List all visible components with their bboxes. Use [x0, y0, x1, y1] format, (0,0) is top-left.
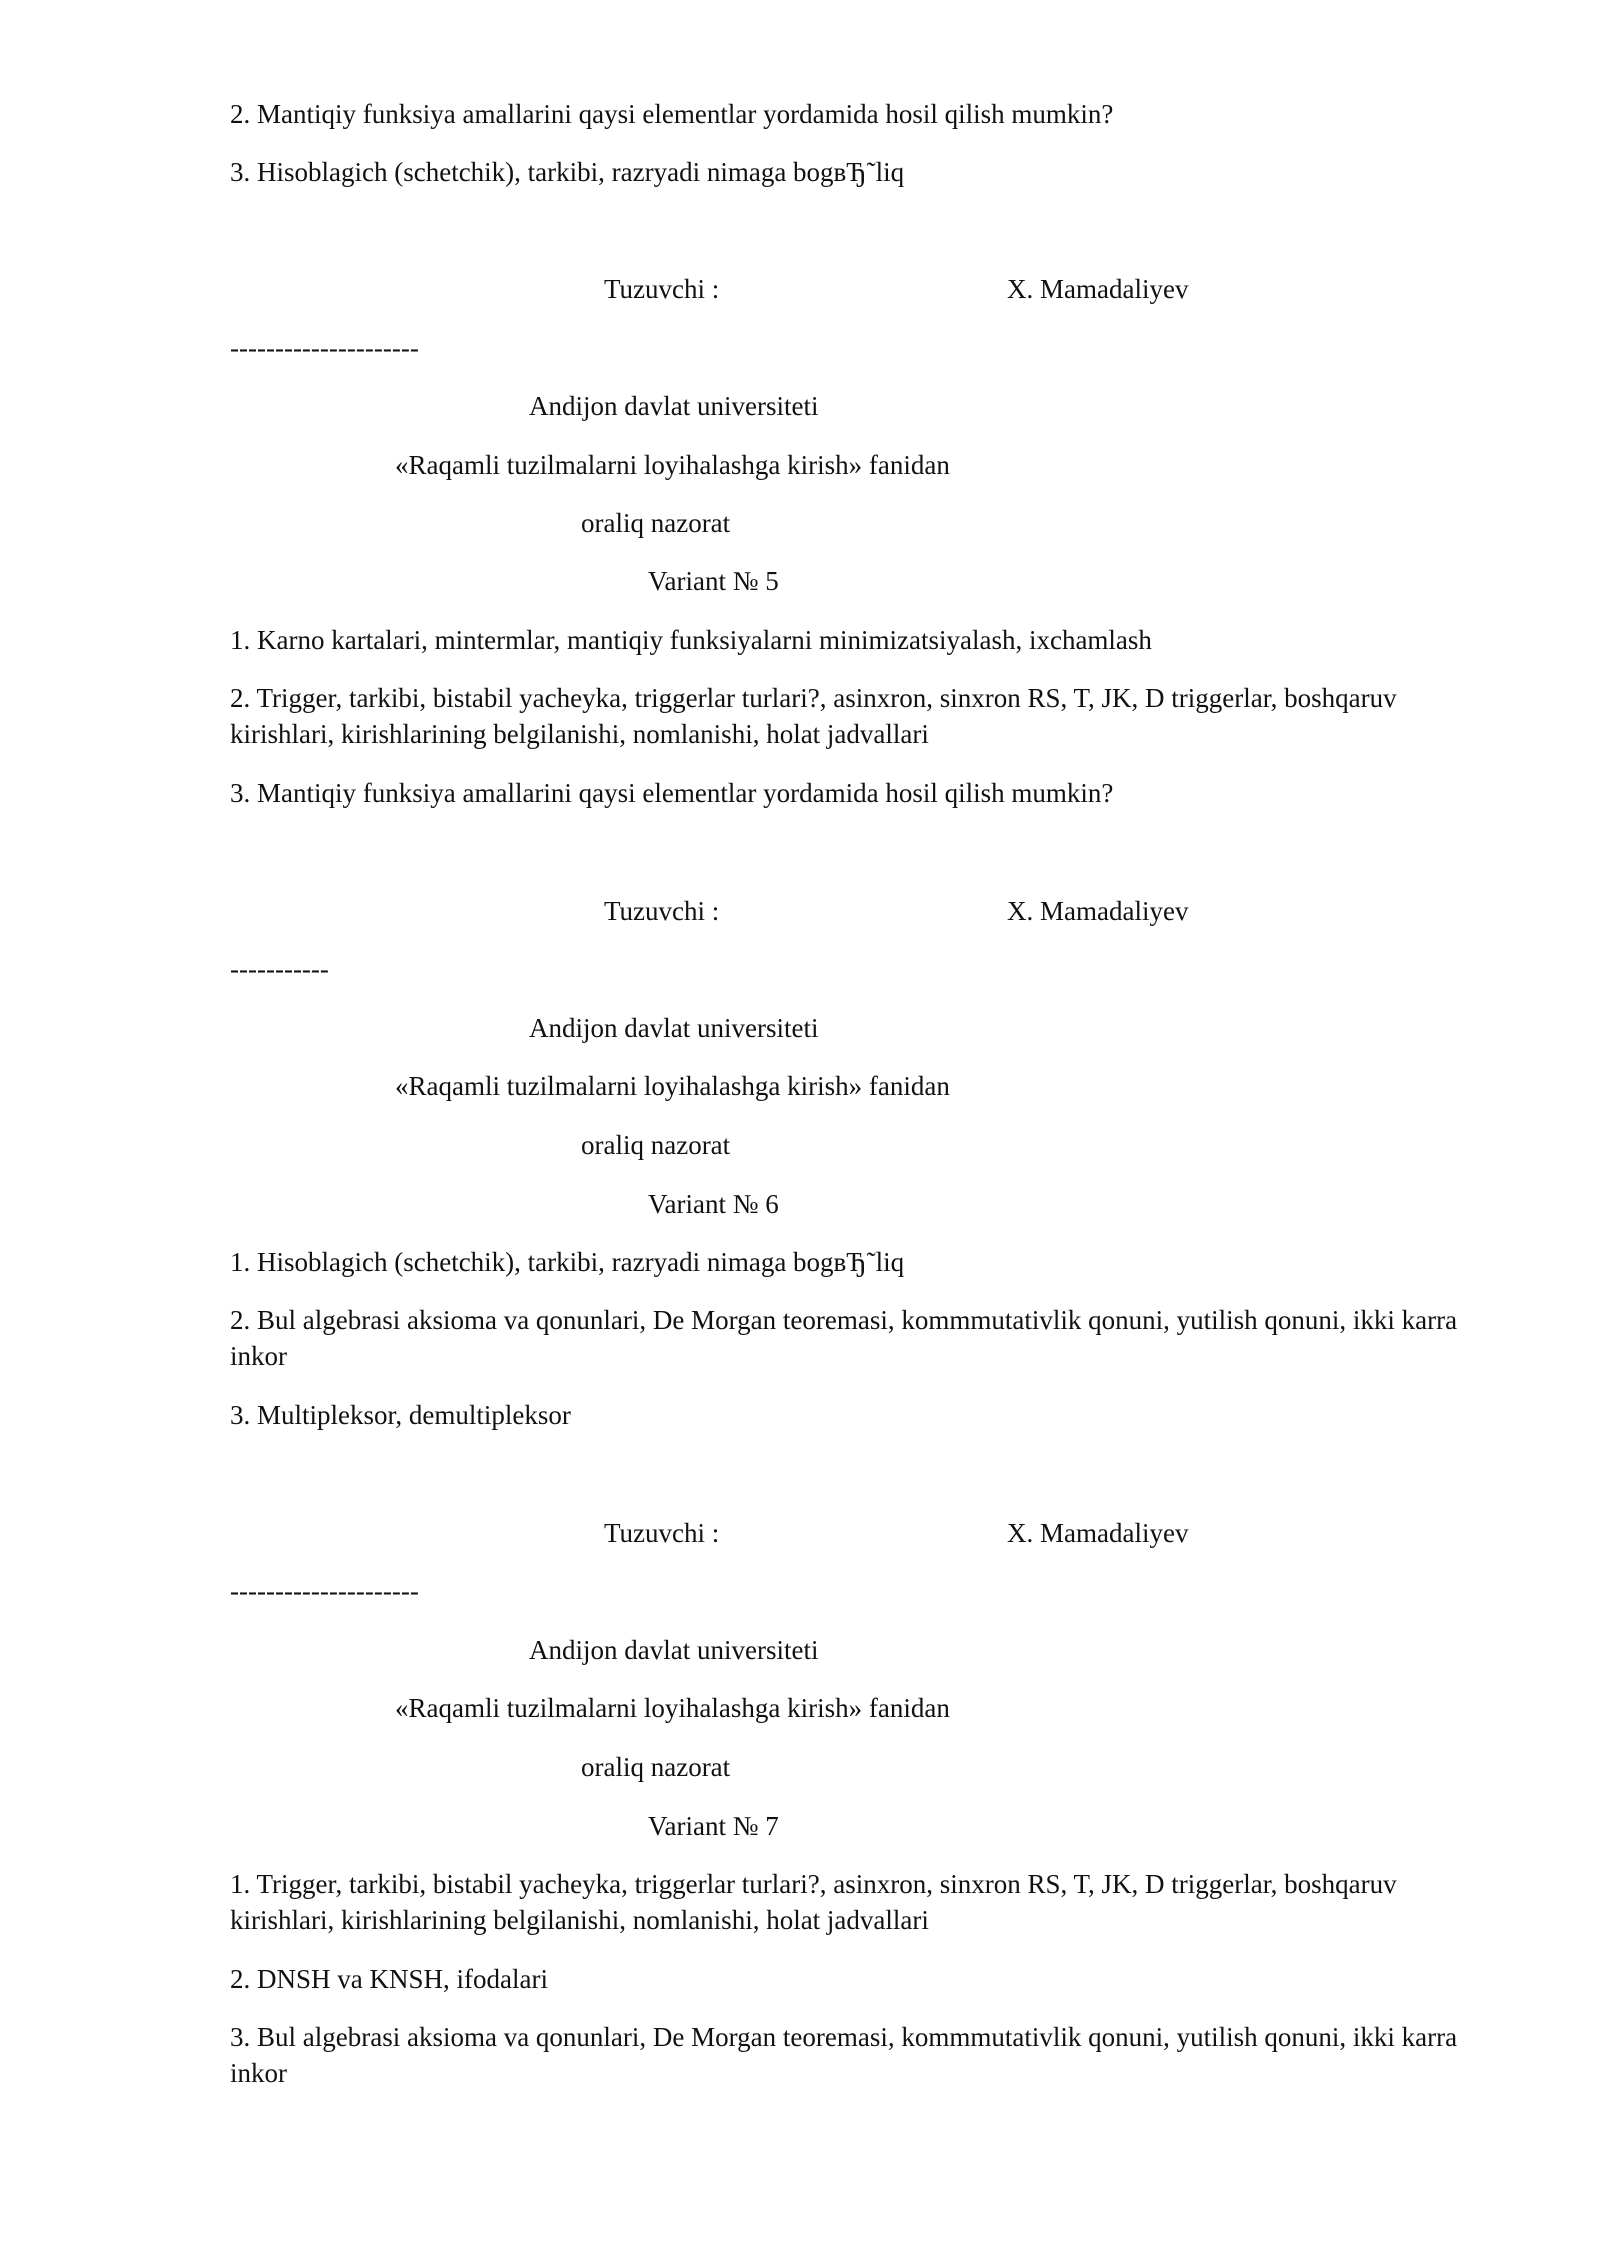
university-title: Andijon davlat universiteti [529, 391, 819, 421]
question-1: 1. Trigger, tarkibi, bistabil yacheyka, triggerlar turlari?, asinxron, sinxron RS, T, JK, D triggerlar, boshqaruv kirishlari, kirishlarining belgilanishi, nomlanishi, holat jadvallari [230, 1869, 1397, 1935]
separator: --------------------- [230, 333, 419, 363]
question-1: 1. Hisoblagich (schetchik), tarkibi, razryadi nimaga bogвЂ˜liq [230, 1247, 905, 1277]
signature-label: Tuzuvchi : [604, 274, 720, 304]
variant-title: Variant № 7 [648, 1811, 779, 1841]
question-2: 2. Bul algebrasi aksioma va qonunlari, De Morgan teoremasi, kommmutativlik qonuni, yutilish qonuni, ikki karra inkor [230, 1305, 1458, 1371]
university-title: Andijon davlat universiteti [529, 1013, 819, 1043]
signature-name: X. Mamadaliyev [1007, 1518, 1189, 1548]
signature-name: X. Mamadaliyev [1007, 274, 1189, 304]
control-title: oraliq nazorat [581, 508, 731, 538]
subject-title: «Raqamli tuzilmalarni loyihalashga kirish» fanidan [395, 1071, 950, 1101]
signature-name: X. Mamadaliyev [1007, 896, 1189, 926]
question-3: 3. Bul algebrasi aksioma va qonunlari, De Morgan teoremasi, kommmutativlik qonuni, yutilish qonuni, ikki karra inkor [230, 2022, 1458, 2088]
separator: --------------------- [230, 1576, 419, 1606]
signature-label: Tuzuvchi : [604, 896, 720, 926]
question-2: 2. Trigger, tarkibi, bistabil yacheyka, triggerlar turlari?, asinxron, sinxron RS, T, JK, D triggerlar, boshqaruv kirishlari, kirishlarining belgilanishi, nomlanishi, holat jadvallari [230, 683, 1397, 749]
question-3: 3. Multipleksor, demultipleksor [230, 1400, 571, 1430]
variant-title: Variant № 6 [648, 1189, 779, 1219]
signature-label: Tuzuvchi : [604, 1518, 720, 1548]
subject-title: «Raqamli tuzilmalarni loyihalashga kirish» fanidan [395, 1693, 950, 1723]
question-2: 2. DNSH va KNSH, ifodalari [230, 1964, 548, 1994]
question-1: 1. Karno kartalari, mintermlar, mantiqiy funksiyalarni minimizatsiyalash, ixchamlash [230, 625, 1152, 655]
question-3: 3. Mantiqiy funksiya amallarini qaysi elementlar yordamida hosil qilish mumkin? [230, 778, 1114, 808]
control-title: oraliq nazorat [581, 1752, 731, 1782]
university-title: Andijon davlat universiteti [529, 1635, 819, 1665]
variant-title: Variant № 5 [648, 566, 779, 596]
subject-title: «Raqamli tuzilmalarni loyihalashga kirish» fanidan [395, 450, 950, 480]
control-title: oraliq nazorat [581, 1130, 731, 1160]
separator: ----------- [230, 954, 329, 984]
question-2: 2. Mantiqiy funksiya amallarini qaysi elementlar yordamida hosil qilish mumkin? [230, 99, 1114, 129]
question-3: 3. Hisoblagich (schetchik), tarkibi, razryadi nimaga bogвЂ˜liq [230, 157, 905, 187]
